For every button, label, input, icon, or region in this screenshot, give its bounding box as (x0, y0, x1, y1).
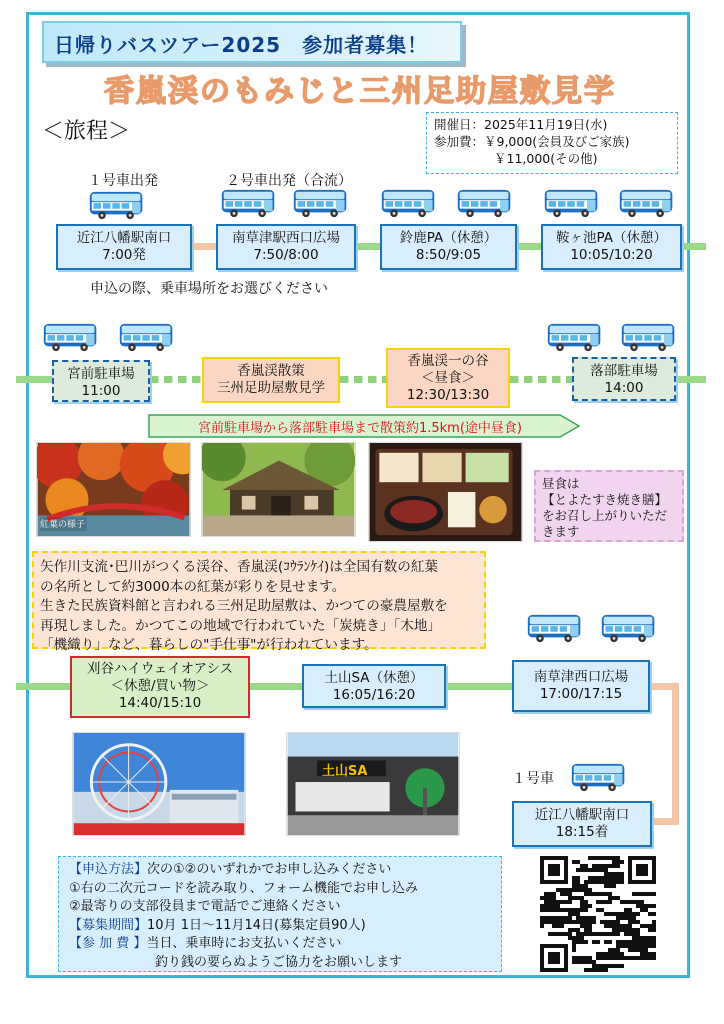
walk-distance-text: 宮前駐車場から落部駐車場まで散策約1.5km(途中昼食) (197, 421, 522, 436)
bus-icon (88, 190, 146, 220)
bus-icon (292, 188, 350, 218)
route-connector (652, 818, 679, 825)
sa-sign-text: 土山SA (322, 764, 368, 779)
lunch-line: 昼食は (542, 476, 580, 491)
stop-time: 11:00 (81, 383, 121, 399)
event-date: 開催日：2025年11月19日(水) (434, 117, 608, 132)
event-info-box (426, 112, 678, 174)
stop-name: 落部駐車場 (590, 363, 658, 379)
route-connector (356, 243, 380, 250)
apply-period-line (69, 917, 491, 936)
route-connector (682, 243, 706, 250)
stop-time: 7:00発 (102, 247, 146, 263)
bus-icon (456, 188, 514, 218)
itinerary-heading: ＜旅程＞ (42, 119, 131, 144)
stop-omihachiman-arrival (512, 801, 652, 847)
stop-time: 14:00 (604, 380, 644, 396)
route-connector (16, 683, 70, 690)
sukiyaki-lunch-photo (368, 442, 523, 542)
description-line: の名所として約3000本の紅葉が彩りを見せます。 (40, 578, 346, 595)
route-connector (446, 683, 512, 690)
apply-method-heading: 【申込方法】 (69, 862, 148, 877)
route-connector (250, 683, 302, 690)
description-line: 生きた民族資料館と言われる三州足助屋敷は、かつての豪農屋敷を (40, 598, 448, 614)
apply-fee-text: 当日、乗車時にお支払いください (146, 936, 342, 951)
stop-time: 7:50/8:00 (253, 247, 319, 263)
lunch-line: きます (542, 524, 580, 539)
apply-method-line (69, 861, 491, 880)
stop-name: 香嵐渓散策 (237, 363, 305, 379)
apply-period-heading: 【募集期間】 (69, 917, 148, 933)
bus-icon (600, 613, 658, 643)
stop-name: 近江八幡駅南口 (76, 230, 172, 246)
stop-miyamae-parking (52, 360, 150, 402)
stop-time: 18:15着 (555, 824, 609, 840)
tour-banner: 日帰りバスツアー2025 参加者募集！ (42, 21, 462, 63)
stop-minamikusatsu (216, 224, 356, 270)
bus2-departure-label: ２号車出発（合流） (226, 173, 352, 189)
apply-option-qr: ①右の二次元コードを読み取り、フォーム機能でお申し込み (69, 880, 419, 896)
apply-fee-line (69, 935, 491, 954)
bus-icon (620, 322, 678, 352)
bus1-return-label: １号車 (512, 771, 554, 787)
apply-change-note: 釣り銭の要らぬようご協力をお願いします (155, 954, 403, 970)
bus-icon (543, 188, 601, 218)
description-line: 矢作川支流･巴川がつくる渓谷、香嵐渓(ｺｳﾗﾝｹｲ)は全国有数の紅葉 (40, 559, 439, 575)
fee-other: ￥11,000(その他) (494, 151, 598, 166)
walk-route-dotted (340, 376, 386, 383)
stop-name: 南草津西口広場 (533, 669, 629, 685)
stop-name: 南草津駅西口広場 (232, 230, 340, 246)
bus-icon (526, 613, 584, 643)
stop-name: 鈴鹿PA（休憩） (399, 230, 498, 246)
bus-icon (42, 322, 100, 352)
bus-icon (380, 188, 438, 218)
stop-detail: 三州足助屋敷見学 (217, 380, 325, 396)
stop-time: 8:50/9:05 (415, 247, 482, 263)
route-connector (676, 376, 706, 383)
destination-description (32, 551, 486, 653)
stop-tsuchiyama-sa (302, 664, 446, 708)
page-title: 香嵐渓のもみじと三州足助屋敷見学 (104, 74, 616, 109)
stop-name: 近江八幡駅南口 (534, 807, 630, 823)
apply-fee-heading: 【参 加 費 】 (69, 936, 147, 951)
ferris-wheel-photo (72, 732, 246, 836)
stop-time: 10:05/10:20 (570, 247, 653, 263)
bus-icon (570, 762, 628, 792)
apply-option-phone: ②最寄りの支部役員まで電話でご連絡ください (69, 899, 341, 914)
stop-kuragaike-pa (541, 224, 682, 270)
boarding-note: 申込の際、乗車場所をお選びください (90, 281, 328, 297)
bus-icon (546, 322, 604, 352)
stop-name: 刈谷ハイウェイオアシス (86, 661, 234, 677)
fee-member: 参加費：￥9,000(会員及びご家族) (434, 134, 630, 149)
stop-korankei-walk (202, 357, 340, 403)
stop-time: 12:30/13:30 (406, 387, 490, 403)
stop-suzuka-pa (380, 224, 517, 270)
route-connector (192, 243, 216, 250)
stop-minamikusatsu-return (512, 660, 650, 712)
description-line: 再現しました。かつてこの地域で行われていた「炭焼き」「木地」 (40, 617, 442, 634)
photo-caption: 紅葉の様子 (40, 520, 86, 530)
stop-time: 14:40/15:10 (118, 695, 202, 711)
lunch-line: をお召し上がりいただ (542, 508, 668, 523)
stop-ochibe-parking (572, 357, 676, 401)
bus-icon (220, 188, 278, 218)
ashuke-yashiki-photo (201, 442, 356, 537)
walk-route-dotted (150, 376, 202, 383)
stop-kariya-oasis (70, 656, 250, 718)
stop-time: 16:05/16:20 (332, 687, 416, 703)
bus-icon (118, 322, 176, 352)
route-connector (517, 243, 541, 250)
walk-route-dotted (510, 376, 572, 383)
stop-sub: ＜昼食＞ (421, 370, 475, 386)
qr-code[interactable] (540, 856, 656, 972)
stop-time: 17:00/17:15 (539, 686, 623, 702)
bus1-departure-label: １号車出発 (88, 173, 158, 189)
stop-sub: ＜休憩/買い物＞ (110, 678, 210, 694)
bus-icon (618, 188, 676, 218)
lunch-info-box (534, 470, 684, 542)
stop-name: 香嵐渓一の谷 (407, 353, 489, 369)
stop-ichinotani-lunch (386, 348, 510, 408)
apply-period-text: 10月 1日～11月14日(募集定員90人) (147, 917, 366, 933)
lunch-menu-name: 【とよたすき焼き膳】 (542, 492, 668, 507)
stop-name: 鞍ヶ池PA（休憩） (555, 230, 667, 246)
description-line: 「機織り」など、暮らしの"手仕事"が行われています。 (40, 637, 378, 653)
stop-omihachiman (56, 224, 192, 270)
application-info-box (58, 856, 502, 972)
stop-name: 土山SA（休憩） (324, 670, 424, 686)
route-connector (16, 376, 52, 383)
apply-method-text: 次の①②のいずれかでお申し込みください (147, 862, 392, 877)
tsuchiyama-sa-photo (286, 732, 460, 836)
route-connector (672, 683, 679, 825)
stop-name: 宮前駐車場 (67, 366, 135, 382)
